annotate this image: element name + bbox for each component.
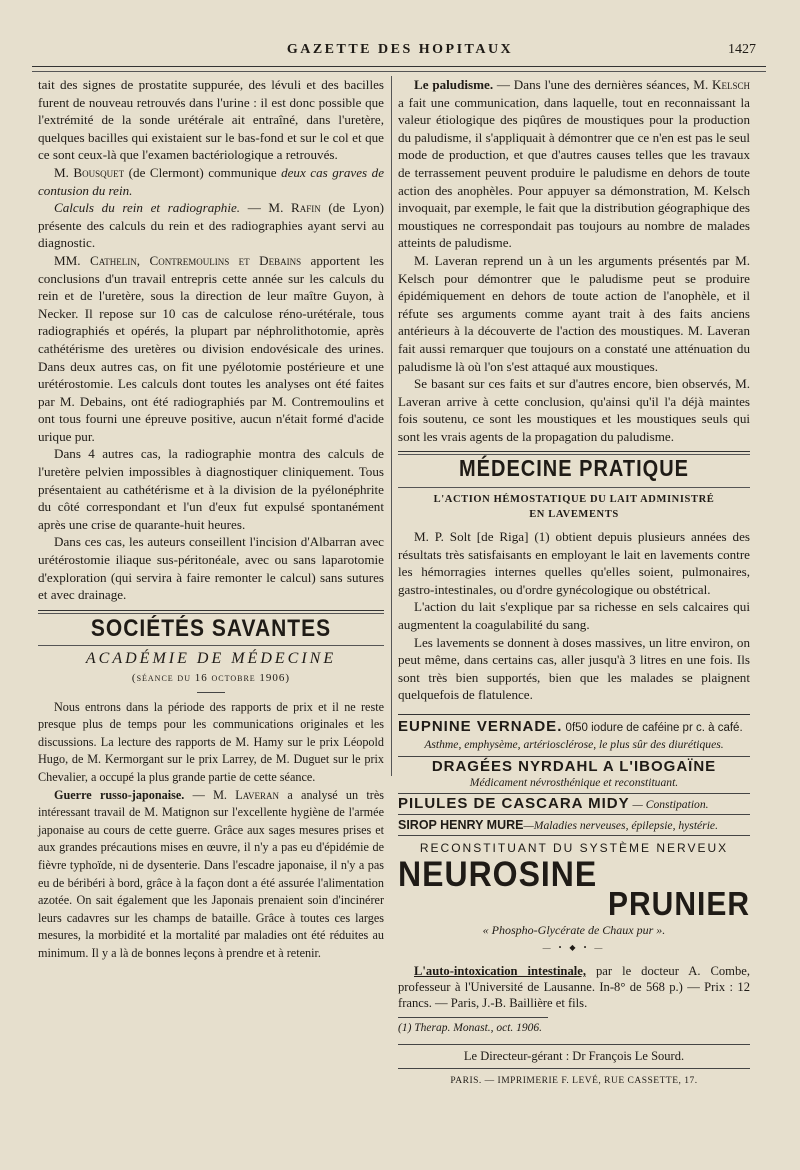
author-name: Rafin	[290, 200, 321, 216]
article-title-line: EN LAVEMENTS	[529, 509, 619, 521]
journal-title: GAZETTE DES HOPITAUX	[286, 42, 514, 57]
section-rule	[38, 610, 384, 611]
paragraph: Dans ces cas, les auteurs conseillent l'incision d'Albarran avec urétérostomie iliaque sus-péritonéale, avec ou sans laparotomie d'exploration (qui servira à faire remonter le calcul) sans sutures et avec drainage.	[38, 534, 384, 603]
page-header	[30, 42, 770, 64]
brand: SIROP HENRY MURE	[398, 818, 524, 833]
brand: NEUROSINE	[398, 853, 598, 894]
section-rule-thin	[398, 487, 750, 488]
author-name: MM. Cathelin, Contremoulins et Debains	[54, 252, 302, 268]
header-rule-thin	[32, 71, 766, 72]
ad-neurosine	[398, 835, 750, 959]
printer-line: PARIS. — IMPRIMERIE F. LEVÉ, RUE CASSETTE, 17.	[450, 1076, 698, 1087]
text: (de Clermont) communique	[124, 164, 282, 180]
paragraph	[38, 164, 384, 199]
text: — M.	[240, 200, 291, 216]
directeur-gerant: Le Directeur-gérant : Dr François Le Sourd.	[398, 1044, 750, 1070]
article-title-line: L'ACTION HÉMOSTATIQUE DU LAIT ADMINISTRÉ	[433, 494, 715, 506]
left-column	[38, 76, 384, 963]
text: —Maladies nerveuses, épilepsie, hystérie.	[523, 819, 718, 833]
ad-dragees	[398, 756, 750, 794]
article-title	[398, 492, 750, 522]
text: Le paludisme.	[414, 77, 494, 92]
sub-title: ACADÉMIE DE MÉDECINE	[85, 650, 337, 668]
text: apportent les conclusions d'un travail entrepris cette année sur les calculs du rein et de l'uretère, sous la direction de leur maître Guyon, à Necker. Il repose sur 10 cas de calculose réno-urétérale, tous radiographiés et opérés, la plupart par néphrolithotomie, après cathétérisme des uretères ou division endovésicale des urines. Dans deux autres cas, on fit une pyélotomie postérieure et une urétérostomie. Les calculs dont toutes les analyses ont été faites par M. Debains, ont été radiographiés par M. Contremoulins et ont tous fourni une épreuve positive, aucun n'était formé d'acide urique pur.	[38, 252, 384, 444]
column-divider	[391, 76, 392, 776]
ad-line: RECONSTITUANT DU SYSTÈME NERVEUX	[419, 841, 729, 856]
ad-line	[398, 817, 750, 833]
ad-line	[398, 796, 750, 812]
text: — M.	[184, 787, 236, 802]
paragraph: L'action du lait s'explique par sa richesse en sels calcaires qui augmentent la coagulabilité du sang.	[398, 599, 750, 633]
text: Guerre russo-japonaise.	[54, 787, 185, 802]
paragraph: Les lavements se donnent à doses massives, un litre environ, on peut même, dans certains cas, aller jusqu'à 3 litres en une fois. Ils sont très bien supportés, bien que les malades se plaignent quelquefois de flatulence.	[398, 634, 750, 703]
brand: PILULES DE CASCARA MIDY	[398, 795, 630, 813]
session-date: (séance du 16 octobre 1906)	[131, 672, 291, 684]
text: deux cas graves de contusion du rein.	[38, 164, 385, 198]
ad-eupnine	[398, 717, 750, 756]
ad-line	[398, 719, 750, 736]
paragraph: M. Laveran reprend un à un les arguments présentés par M. Kelsch pour démontrer que le paludisme peut se produire épidémiquement en dehors de toute action de l'anophèle, et il réfute ses arguments comme ayant trait à des faits anciens antérieurs à la découverte de l'action des moustiques. M. Laveran fait aussi remarquer que toujours on a constaté une atténuation du paludisme là où l'on s'est attaqué aux moustiques.	[398, 252, 750, 374]
short-rule	[197, 692, 225, 693]
paragraph: Nous entrons dans la période des rapports de prix et il ne reste presque plus de temps pour les communications originales et les discussions. La lecture des rapports de M. Hamy sur le prix Léopold Hugo, de M. Kermorgant sur le prix Larrey, de M. Duguet sur le prix Chevalier, a occupé la plus grande partie de cette séance.	[38, 699, 384, 784]
brand: DRAGÉES NYRDAHL A L'IBOGAÏNE	[431, 757, 717, 775]
ads-rule	[398, 714, 750, 715]
author-name: Laveran	[235, 787, 280, 802]
section-rule-thin	[38, 645, 384, 646]
page-number: 1427	[728, 42, 756, 57]
paragraph: tait des signes de prostatite suppurée, des lévuli et des bacilles furent de nouveau retrouvés dans l'urine : il est donc possible que l'extrémité de la sonde urétérale ait entraîné, dans l'uretère, quelques bacilles qui existaient sur le bas-fond et sur le col et que ce sont ceux-là que l'examen bactériologique a retrouvés.	[38, 77, 384, 163]
section-title: SOCIÉTÉS SAVANTES	[90, 615, 332, 642]
text: — Dans l'une des dernières séances, M.	[493, 77, 713, 92]
paragraph: Dans 4 autres cas, la radiographie montra des calculs de l'uretère pelvien impossibles à diagnostiquer cliniquement. Tous présentaient au cathétérisme et à la division de la pyélonéphrite du côté correspondant et l'un d'eux fut expulsé spontanément après une crise de quarante-huit heures.	[38, 446, 384, 532]
paragraph	[38, 199, 384, 252]
text: — Constipation.	[629, 798, 709, 812]
ad-pilules	[398, 793, 750, 814]
text: (de Lyon) présente des calculs du rein et des radiographies ayant servi au diagnostic.	[38, 200, 384, 251]
header-rule	[32, 66, 766, 67]
text: a analysé un très intéressant travail de M. Matignon sur l'excellente hygiène de l'armée japonaise au cours de cette guerre. Grâce aux sages mesures prises et aux grandes précautions mises en œuvre, il n'y a pas eu d'épidémie de fièvre typhoïde, ni de dysenterie. Dans l'escadre japonaise, il n'y a pas eu de béribéri à bord, grâce à la façon dont a été assurée l'alimentation azotée. On sait également que les Japonais prenaient soin d'incinérer leurs cadavres sur les champs de bataille. Grâce à toutes ces larges mesures, la morbidité et la mortalité par maladies ont été réduites au minimum. Il y a là de bonnes leçons à prendre et à retenir.	[38, 787, 384, 960]
ad-sirop	[398, 814, 750, 835]
right-column	[398, 76, 750, 1091]
footnote-rule	[398, 1017, 548, 1018]
ad-line: « Phospho-Glycérate de Chaux pur ».	[482, 922, 666, 937]
section-title: MÉDECINE PRATIQUE	[459, 456, 689, 482]
text: 0f50 iodure de caféine pr c. à café.	[562, 722, 743, 734]
ornament: — • ◆ • —	[542, 943, 606, 953]
author-name: Kelsch	[712, 77, 750, 92]
ad-line: Médicament névrosthénique et reconstituant.	[469, 775, 679, 789]
text: par le docteur A. Combe, professeur à l'Université de Lausanne. In-8° de 568 p.) — Prix : 12 francs. — Paris, J.-B. Baillière et fils.	[398, 963, 751, 1010]
ad-line: Asthme, emphysème, artériosclérose, le plus sûr des diurétiques.	[424, 738, 724, 751]
paragraph	[38, 787, 384, 963]
brand: EUPNINE VERNADE.	[398, 718, 563, 735]
section-rule	[398, 451, 750, 452]
book-title: L'auto-intoxication intestinale,	[414, 963, 586, 978]
text: a fait une communication, dans laquelle, tout en reconnaissant la valeur étiologique des piqûres de moustiques pour la production du paludisme, il s'appliquait à démontrer que ce n'en est pas le seul mode de production, et que d'autres causes telles que les travaux de terrassement peuvent produire le paludisme en dehors de toute action des anophèles. Pour appuyer sa démonstration, M. Kelsch invoquait, par exemple, le fait que la distribution géographique des moustiques ne correspondait pas toujours au nombre de malades atteints de paludisme.	[398, 94, 750, 251]
author-name: M. Bousquet	[54, 164, 125, 180]
paragraph: Se basant sur ces faits et sur d'autres encore, bien observés, M. Laveran arrive à cette conclusion, qu'ainsi qu'il l'a déjà maintes fois soutenu, ce sont les moustiques et les moustiques seuls qui sont les vrais agents de la propagation du paludisme.	[398, 376, 750, 444]
section-rule-thin	[38, 613, 384, 614]
footnote: (1) Therap. Monast., oct. 1906.	[398, 1021, 543, 1034]
paragraph	[398, 76, 750, 252]
brand: PRUNIER	[607, 886, 750, 923]
text: Calculs du rein et radiographie.	[54, 200, 241, 216]
book-notice	[398, 963, 750, 1011]
paragraph	[38, 252, 384, 446]
paragraph: M. P. Solt [de Riga] (1) obtient depuis plusieurs années des résultats très satisfaisants en employant le lait en lavements contre les hémorragies internes quelles qu'elles soient, pulmonaires, gastro-intestinales, ou d'ordre gynécologique ou obstétrical.	[398, 529, 750, 597]
